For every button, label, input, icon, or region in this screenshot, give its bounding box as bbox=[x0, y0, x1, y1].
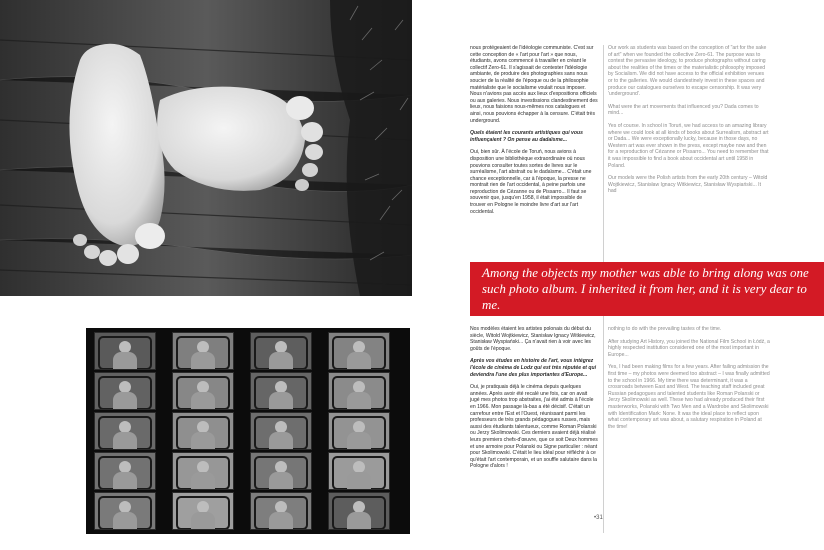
man-torso bbox=[113, 432, 137, 450]
contact-frame bbox=[172, 372, 234, 410]
contact-frame bbox=[172, 452, 234, 490]
paragraph: What were the art movements that influenced you? Dada comes to mind... bbox=[608, 103, 759, 117]
pull-quote-text: Among the objects my mother was able to bring along was one such photo album. I inherited it from her, and it is very dear to me. bbox=[482, 265, 809, 312]
english-column-top bbox=[608, 45, 770, 201]
paragraph: Our work as students was based on the conception of "art for the sake of art" when we founded the collective Zero-61. The purpose was to contest the pervasive ideology, to produce photographs without caring about the realities of the times or the materialistic philosophy imposed by Socialism. We did not have access to the official exhibition venues or to the galleries. We would clandestinely invest in these spaces and produce our catalogues ourselves to escape censorship. It was very 'underground'. bbox=[608, 45, 767, 98]
contact-frame bbox=[94, 452, 156, 490]
contact-frame bbox=[94, 412, 156, 450]
man-torso bbox=[347, 432, 371, 450]
man-torso bbox=[269, 352, 293, 370]
man-torso bbox=[113, 472, 137, 490]
contact-frame bbox=[328, 452, 390, 490]
man-torso bbox=[191, 392, 215, 410]
english-column-bottom bbox=[608, 326, 770, 436]
contact-frame bbox=[328, 492, 390, 530]
man-torso bbox=[269, 472, 293, 490]
man-torso bbox=[191, 472, 215, 490]
paragraph: Yes of course. In school in Toruń, we had access to an amazing library where we could look at all kinds of books about Surrealism, abstract art or Dada... We were exceptionally lucky, because in those days, no Western art was ever shown in the press, except maybe now and then for a reproduction of Cézanne or Pissarro... You need to remember that it was impossible to find a book about occidental art until 1958 in Poland. bbox=[608, 122, 769, 169]
contact-frame bbox=[328, 412, 390, 450]
contact-frame bbox=[328, 332, 390, 370]
man-torso bbox=[113, 352, 137, 370]
contact-frame bbox=[250, 372, 312, 410]
man-torso bbox=[347, 472, 371, 490]
contact-frame bbox=[94, 372, 156, 410]
contact-frame bbox=[250, 412, 312, 450]
contact-frame bbox=[172, 492, 234, 530]
man-torso bbox=[347, 392, 371, 410]
contact-frame bbox=[250, 452, 312, 490]
man-torso bbox=[269, 432, 293, 450]
man-torso bbox=[269, 512, 293, 530]
interview-question: Quels étaient les courants artistiques qui vous influençaient ? On pense au dadaïsme... bbox=[470, 130, 583, 143]
contact-sheet-photo bbox=[86, 328, 410, 534]
contact-frame bbox=[94, 332, 156, 370]
french-column-bottom bbox=[470, 326, 598, 476]
man-torso bbox=[191, 352, 215, 370]
french-column-top bbox=[470, 45, 598, 221]
feet-photo bbox=[0, 0, 412, 296]
man-torso bbox=[113, 392, 137, 410]
man-torso bbox=[191, 432, 215, 450]
paragraph: nous protégeaient de l'idéologie communiste. C'est sur cette conception de « l'art pour l'art » que nous, étudiants, avons commencé à travailler en créant le collectif Zero-61. Il s'agissait de contester l'idéologie ambiante, de produire des photographies sans nous soucier de la réalité de l'époque ou de la philosophie matérialiste que le socialisme voulait nous imposer. Nous n'avions pas accès aux lieux d'expositions officiels ou aux galeries. Nous investissions clandestinement des lieux, nous faisions nous-mêmes nos catalogues et ainsi, nous pouvions échapper à la censure. C'était très underground. bbox=[470, 45, 598, 124]
contact-frame bbox=[94, 492, 156, 530]
contact-frame bbox=[250, 492, 312, 530]
contact-frame bbox=[172, 332, 234, 370]
man-torso bbox=[347, 352, 371, 370]
paragraph: After studying Art History, you joined the National Film School in Łódź, a highly respected institution considered one of the most important in Europe... bbox=[608, 338, 770, 358]
paragraph: Oui, bien sûr. À l'école de Toruń, nous avions à disposition une bibliothèque extraordinaire où nous pouvions consulter toutes sortes de livres sur le surréalisme, l'art abstrait ou le dadaïsme... C'était une chance exceptionnelle, car à l'époque, la presse ne montrait rien de l'art occidental, à peine parfois une reproduction de Cézanne ou de Pissarro... Il faut se souvenir que, jusqu'en 1958, il était impossible de trouver en Pologne le moindre livre d'art sur l'art occidental. bbox=[470, 149, 592, 215]
contact-frame bbox=[328, 372, 390, 410]
paragraph: Yes, I had been making films for a few years. After failing admission the first time – my photos were deemed too abstract – I was finally admitted to the school in 1966. My time there was determinant, it was a crossroads between East and West. The teaching staff included great Russian pedagogues and talented students like Roman Polanski or Jerzy Skolimowski as well. These two had already produced their first masterworks, Polanski with Two Men and a Wardrobe and Skolimowski with Identification Mark: None. It was the ideal place to reflect upon what contemporary art was about, a salutary respiration in Poland at the time! bbox=[608, 364, 770, 430]
paragraph: nothing to do with the prevailing tastes of the time. bbox=[608, 326, 722, 332]
man-torso bbox=[347, 512, 371, 530]
feet-photo-graphic bbox=[0, 0, 412, 296]
page-number: •31 bbox=[594, 515, 603, 521]
contact-frame bbox=[250, 332, 312, 370]
man-torso bbox=[269, 392, 293, 410]
paragraph: Our models were the Polish artists from the early 20th century – Witold Wojtkiewicz, Stanisław Ignacy Witkiewicz, Stanisław Wyspiański... It had bbox=[608, 175, 768, 195]
man-torso bbox=[191, 512, 215, 530]
paragraph: Oui, je pratiquais déjà le cinéma depuis quelques années. Après avoir été recalé une fois, car on avait jugé mes photos trop abstraites, j'ai été admis à l'école en 1966. Mon passage là-bas a été décisif. C'était un carrefour entre l'Est et l'Ouest, réunissant parmi les professeurs de très grands pédagogues russes, mais aussi des étudiants talentueux, comme Roman Polanski ou Jerzy Skolimowski. Ces derniers avaient déjà réalisé leurs premiers chefs-d'œuvre, que ce soit Deux hommes et une armoire pour Polanski ou Signe particulier : néant pour Skolimowski. C'était le lieu idéal pour réfléchir à ce qu'était l'art contemporain, et un souffle salutaire dans la Pologne d'alors ! bbox=[470, 384, 598, 470]
man-torso bbox=[113, 512, 137, 530]
contact-frame bbox=[172, 412, 234, 450]
pull-quote-banner bbox=[470, 262, 824, 316]
interview-question: Après vos études en histoire de l'art, vous intégrez l'école de cinéma de Lodz qui est très réputée et qui deviendra l'une des plus importantes d'Europe... bbox=[470, 358, 597, 378]
paragraph: Nos modèles étaient les artistes polonais du début du siècle, Witold Wojtkiewicz, Stanisław Ignacy Witkiewicz, Stanisław Wyspiański... Ça n'avait rien à voir avec les goûts de l'époque. bbox=[470, 326, 596, 352]
